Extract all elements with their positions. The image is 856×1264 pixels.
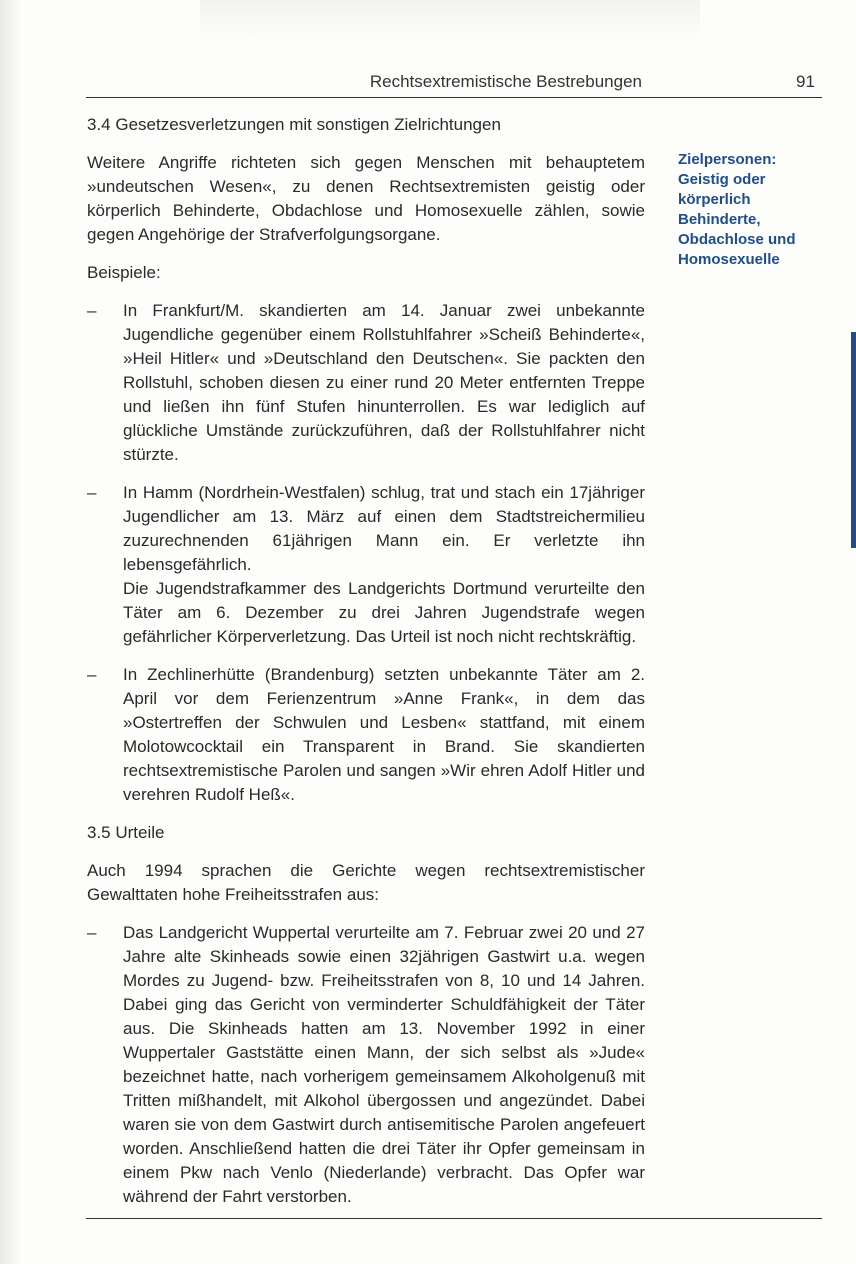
binding-edge (0, 0, 22, 1264)
list-item-text: In Zechlinerhütte (Brandenburg) setzten unbekannte Täter am 2. April vor dem Ferienzentrum »Anne Frank«, in dem das »Ostertreffen der Schwulen und Lesben« stattfand, mit einem Molotowcocktail ein Transparent in Brand. Sie skandierten rechtsextremistische Parolen und sangen »Wir ehren Adolf Hitler und verehren Rudolf Heß«. (123, 665, 645, 804)
bullet-dash: – (87, 301, 97, 320)
section-heading-3-5: 3.5 Urteile (87, 823, 165, 842)
list-item (87, 921, 645, 1209)
list-item-text: In Hamm (Nordrhein-Westfalen) schlug, trat und stach ein 17jähriger Jugendlicher am 13. März auf einen dem Stadtstreichermilieu zuzurechnenden 61jährigen Mann ein. Er verletzte ihn lebensgefährlich. (123, 483, 645, 574)
chapter-tab-marker (851, 332, 856, 548)
list-item (87, 663, 645, 807)
bullet-dash: – (87, 483, 97, 502)
list-item-text: Das Landgericht Wuppertal verurteilte am 7. Februar zwei 20 und 27 Jahre alte Skinheads sowie einen 32jährigen Gastwirt u.a. wegen Mordes zu Jugend- bzw. Freiheitsstrafen von 8, 10 und 14 Jahren. Dabei ging das Gericht von verminderter Schuldfähigkeit der Täter aus. Die Skinheads hatten am 13. November 1992 in einer Wuppertaler Gaststätte einen Mann, der sich selbst als »Jude« bezeichnet hatte, nach vorherigem gemeinsamem Alkoholgenuß mit Tritten mißhandelt, mit Alkohol übergossen und angezündet. Dabei waren sie von dem Gastwirt durch antisemitische Parolen angefeuert worden. Anschließend hatten die drei Täter ihr Opfer gemeinsam in einem Pkw nach Venlo (Niederlande) verbracht. Das Opfer war während der Fahrt verstorben. (123, 923, 645, 1206)
header-rule (86, 97, 822, 98)
list-item-continuation: Die Jugendstrafkammer des Landgerichts Dortmund verurteilte den Täter am 6. Dezember zu drei Jahren Jugendstrafe wegen gefährlicher Körperverletzung. Das Urteil ist noch nicht rechtskräftig. (123, 579, 645, 646)
running-header-title: Rechtsextremistische Bestrebungen (369, 72, 642, 91)
bullet-dash: – (87, 665, 97, 684)
bullet-dash: – (87, 923, 97, 942)
main-text (87, 113, 645, 1223)
list-item (87, 299, 645, 467)
examples-label: Beispiele: (87, 263, 161, 282)
margin-note: Zielpersonen: Geistig oder körperlich Behinderte, Obdachlose und Homosexuelle (678, 151, 796, 268)
section-3-4-intro: Weitere Angriffe richteten sich gegen Menschen mit behauptetem »undeutschen Wesen«, zu denen Rechtsextremisten geistig oder körperlich Behinderte, Obdachlose und Homosexuelle zählen, sowie gegen Angehörige der Strafverfolgungsorgane. (87, 153, 645, 244)
section-3-5-intro: Auch 1994 sprachen die Gerichte wegen rechtsextremistischer Gewalttaten hohe Freiheitsstrafen aus: (87, 861, 645, 904)
list-item-text: In Frankfurt/M. skandierten am 14. Januar zwei unbekannte Jugendliche gegenüber einem Rollstuhlfahrer »Scheiß Behinderte«, »Heil Hitler« und »Deutschland den Deutschen«. Sie packten den Rollstuhl, schoben diesen zu einer rund 20 Meter entfernten Treppe und ließen ihn fünf Stufen hinunterrollen. Es war lediglich auf glückliche Umstände zurückzuführen, daß der Rollstuhlfahrer nicht stürzte. (123, 301, 645, 464)
list-item (87, 481, 645, 649)
footer-rule (86, 1218, 822, 1219)
page-number: 91 (796, 72, 815, 91)
list-item-body (123, 481, 645, 649)
section-heading-3-4: 3.4 Gesetzesverletzungen mit sonstigen Zielrichtungen (87, 115, 501, 134)
scan-shadow (200, 0, 700, 40)
